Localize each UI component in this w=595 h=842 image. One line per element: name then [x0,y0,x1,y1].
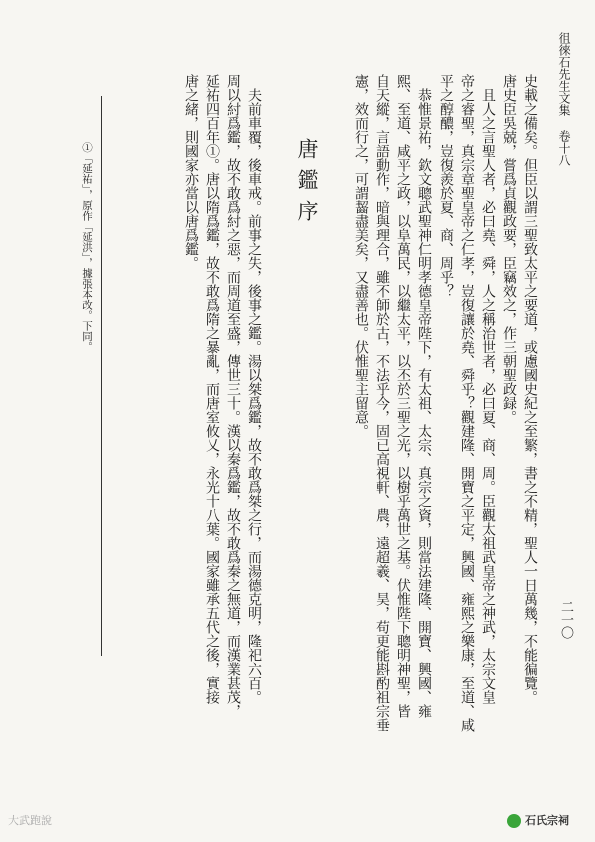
text-column: 熙、至道、咸平之政，以阜萬民，以繼太平，以丕於三聖之光，以樹乎萬世之基。伏惟陛下聰明神聖，皆 [395,74,411,718]
watermark-left-label: 大武跑說 [8,814,52,827]
text-column: 延祐四百年①。唐以隋爲鑑，故不敢爲隋之暴亂，而唐室攸乂，永光十八葉。國家雖承五代之後，實接 [204,74,220,704]
text-column: 唐之緒，則國家亦當以唐爲鑑。 [183,74,199,270]
watermark-right-label: 石氏宗祠 [525,814,569,827]
text-column: 且人之言聖人者，必曰堯、舜，人之稱治世者，必曰夏、商、周。臣觀太祖武皇帝之神武，太宗文皇 [480,88,496,704]
text-column: 周以紂爲鑑，故不敢爲紂之惡，而周道至盛，傳世三十。漢以秦爲鑑，故不敢爲秦之無道，而漢業甚茂， [225,74,241,718]
wechat-icon [507,814,521,828]
text-column: 帝之睿聖，真宗章聖皇帝之仁孝，豈復讓於堯、舜乎？觀建隆、開寶之平定，興國、雍熙之樂康，至道、咸 [459,74,475,732]
text-column: 恭惟景祐，欽文聰武聖神仁明孝德皇帝陛下，有太祖、太宗、真宗之資，則當法建隆、開寶、興國、雍 [416,88,432,718]
text-column: 史載之備矣。但臣以謂三聖致太平之要道，或慮國史紀之至繁，書之不精，聖人一日萬幾，不能徧覽。 [522,74,538,704]
footnote: ①「延祐」，原作「延洪」，據張本改。下同。 [81,142,93,352]
watermark-right [507,812,569,828]
text-column: 自天縱，言語動作，暗與理合，雖不師於古，不法乎今，固已高視軒、農，遠超羲、昊，苟更能斟酌祖宗垂 [374,74,390,732]
page-number: 二一〇 [558,600,573,639]
running-header: 徂徠石先生文集 卷十八 [557,32,571,166]
text-column: 唐史臣吳兢，嘗爲貞觀政要，臣竊效之，作三朝聖政録。 [501,74,517,424]
watermark-left [8,812,52,828]
text-column: 平之醇醲，豈復羨於夏、商、周乎？ [438,74,454,298]
section-title: 唐鑑序 [295,138,319,231]
text-column: 夫前車覆，後車戒。前事之失，後事之鑑。湯以桀爲鑑，故不敢爲桀之行，而湯德克明，隆祀六百。 [246,88,262,704]
footnote-rule [101,96,102,656]
text-column: 憲，效而行之，可謂齧盡美矣，又盡善也。伏惟聖主留意。 [353,74,369,438]
